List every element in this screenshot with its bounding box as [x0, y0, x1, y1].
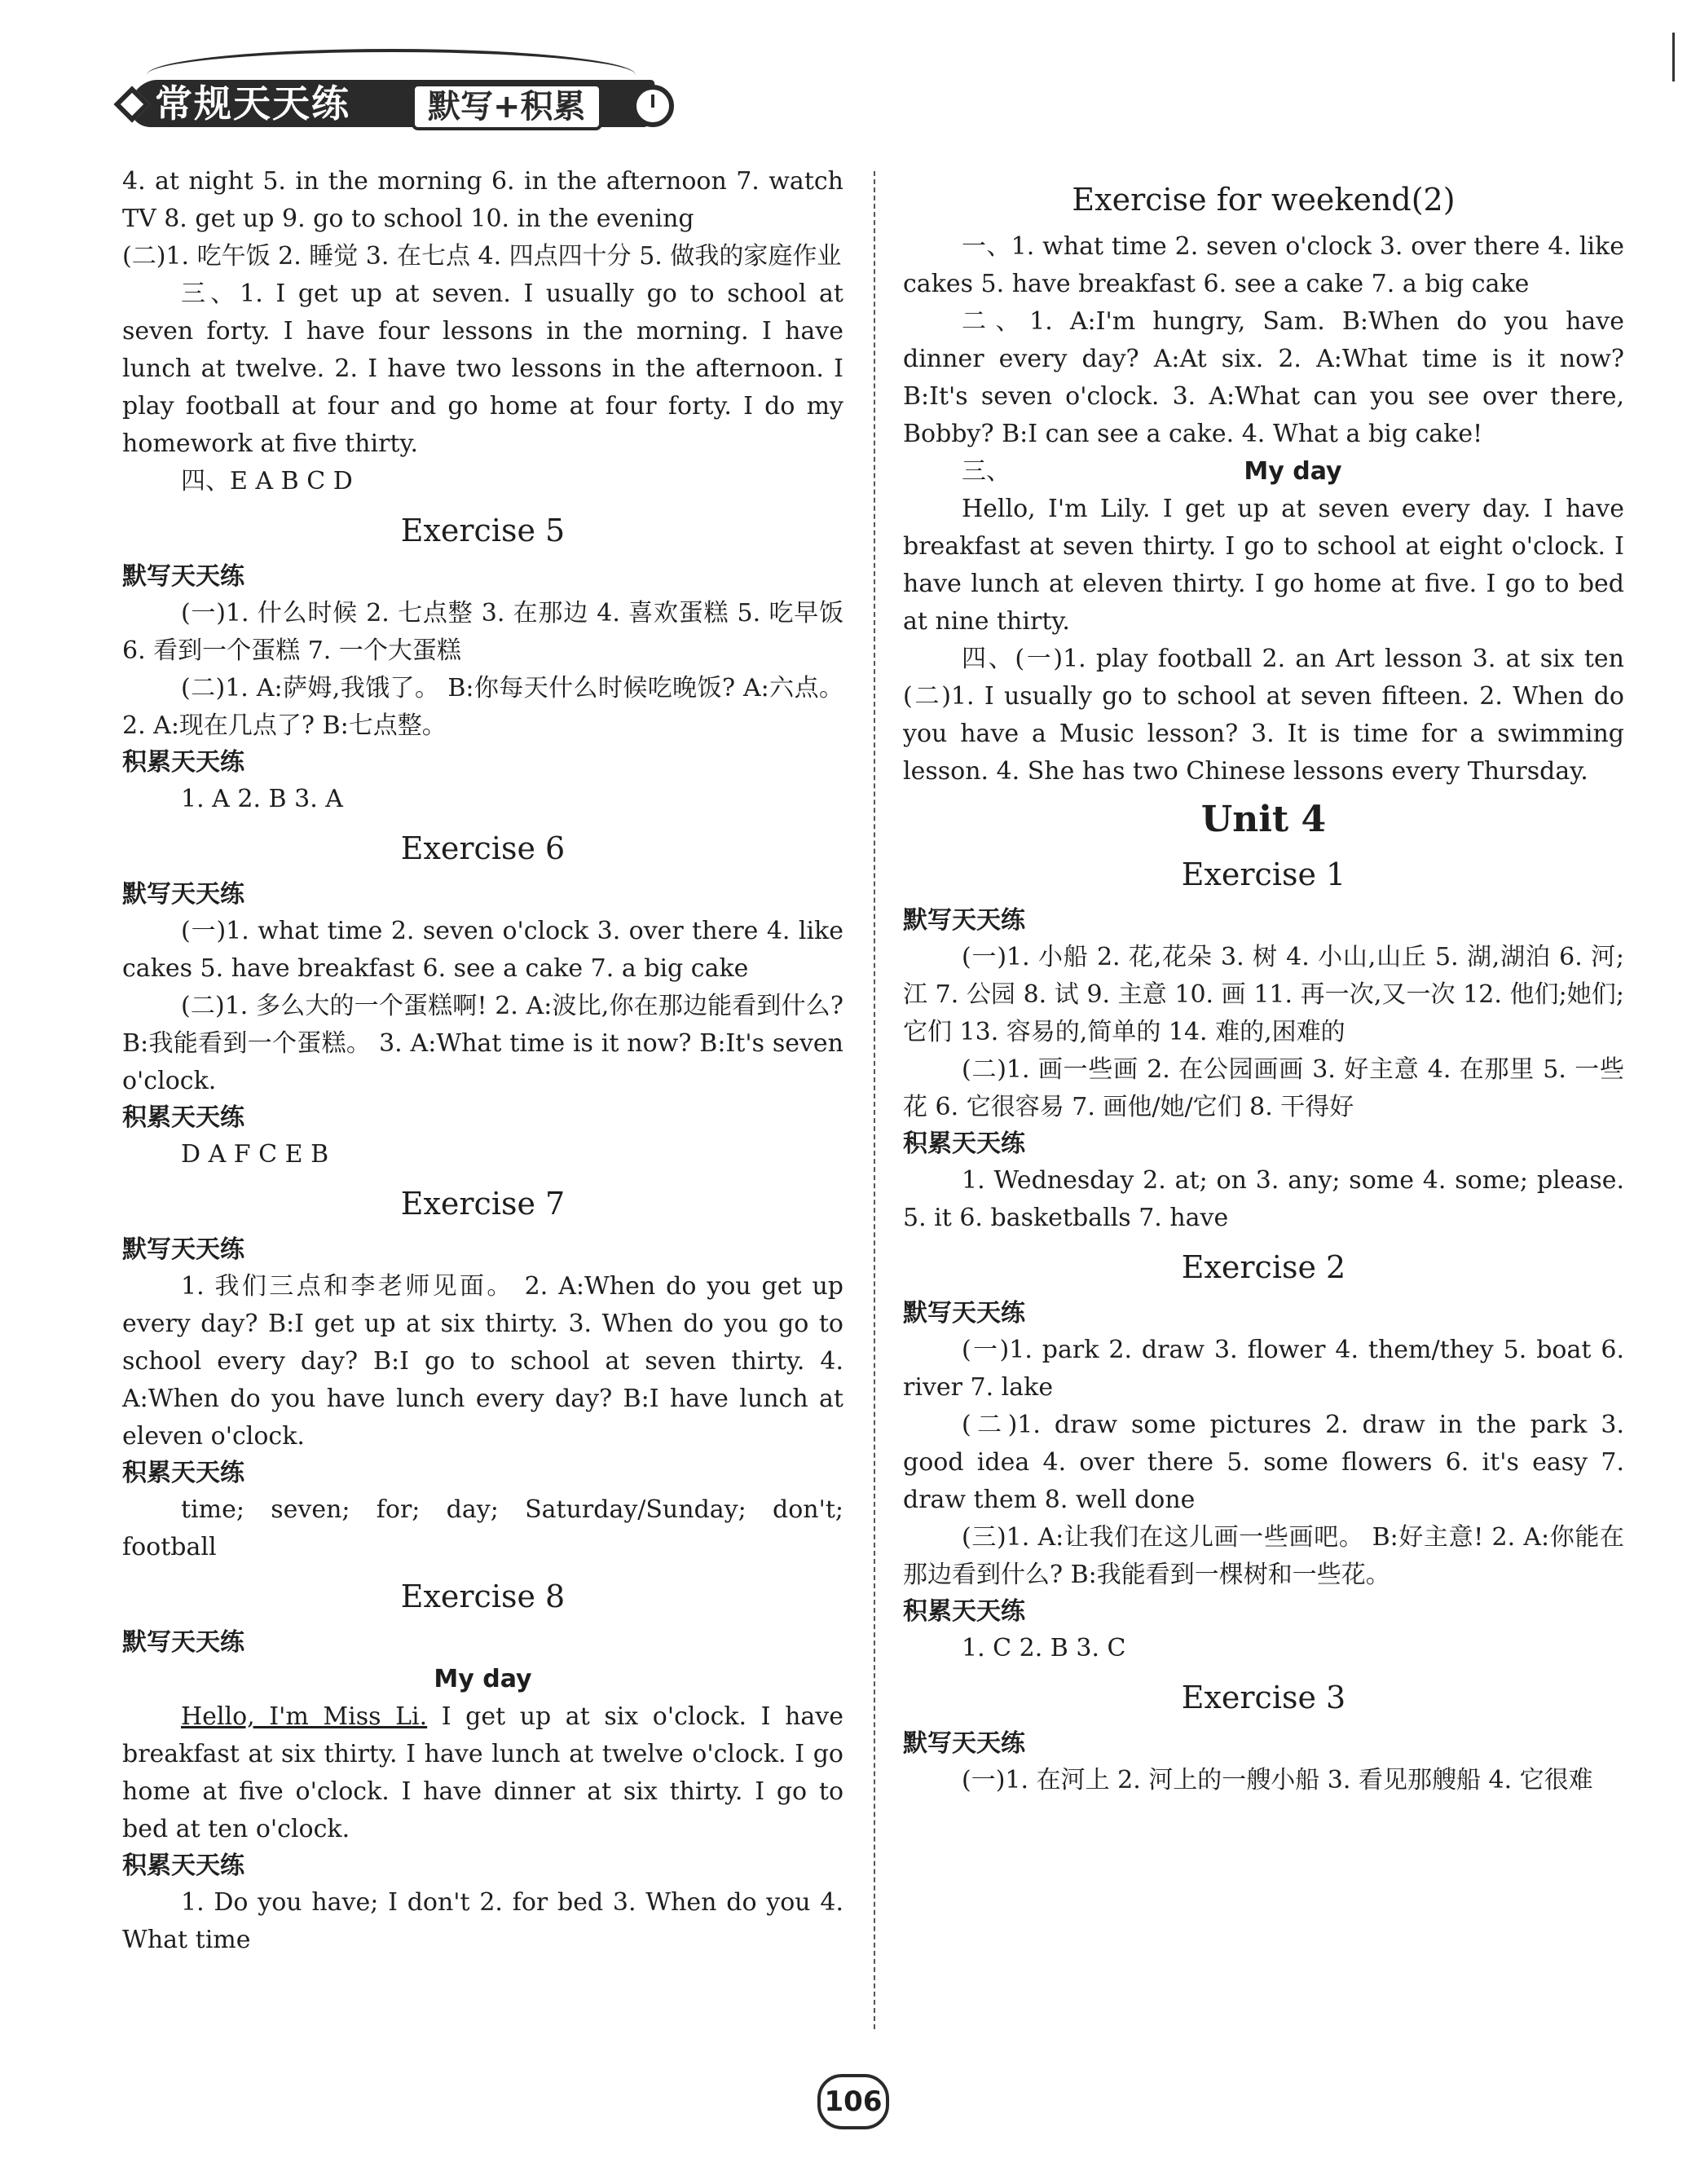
answer-line: (二)1. draw some pictures 2. draw in the park 3. good idea 4. over there 5. some flowers 6. it's easy 7. draw them 8. well done [903, 1411, 1624, 1514]
header-subtitle: 默写+积累 [412, 83, 602, 130]
answer-line: 一、1. what time 2. seven o'clock 3. over there 4. like cakes 5. have breakfast 6. see a cake 7. a big cake [903, 232, 1624, 298]
exercise-heading: Exercise 7 [400, 1186, 566, 1222]
page-number: 106 [817, 2074, 889, 2129]
essay-title: My day [1244, 457, 1342, 486]
section-heading: 积累天天练 [903, 1129, 1025, 1158]
answer-line: (二)1. A:萨姆,我饿了。 B:你每天什么时候吃晚饭? A:六点。 2. A:现在几点了? B:七点整。 [122, 674, 843, 740]
answer-line: 四、E A B C D [181, 467, 353, 495]
underlined-text: Hello, I'm Miss Li. [181, 1702, 428, 1731]
answer-line: (一)1. park 2. draw 3. flower 4. them/they 5. boat 6. river 7. lake [903, 1336, 1624, 1402]
section-heading: 积累天天练 [122, 748, 244, 777]
answer-line: 1. Wednesday 2. at; on 3. any; some 4. some; please. 5. it 6. basketballs 7. have [903, 1166, 1624, 1232]
unit-heading: Unit 4 [1200, 799, 1327, 840]
answer-line: Hello, I'm Lily. I get up at seven every day. I have breakfast at seven thirty. I go to school at eight o'clock. I have lunch at eleven thirty. I go home at five. I go to bed at nine thirty. [903, 495, 1624, 636]
section-heading: 默写天天练 [903, 1299, 1025, 1328]
answer-line: (一)1. 什么时候 2. 七点整 3. 在那边 4. 喜欢蛋糕 5. 吃早饭 6. 看到一个蛋糕 7. 一个大蛋糕 [122, 599, 843, 665]
answer-line: 1. Do you have; I don't 2. for bed 3. When do you 4. What time [122, 1888, 843, 1954]
exercise-heading: Exercise 8 [400, 1579, 566, 1614]
section-heading: 默写天天练 [122, 1235, 244, 1264]
page-edge-mark [1672, 33, 1675, 81]
section-heading: 积累天天练 [122, 1852, 244, 1880]
section-heading: 默写天天练 [122, 1628, 244, 1657]
right-column [903, 163, 1624, 1799]
answer-line: 1. 我们三点和李老师见面。 2. A:When do you get up every day? B:I get up at six thirty. 3. When do you go to school every day? B:I go to school at seven thirty. 4. A:When do you have lunch every day? B:I have lunch at eleven o'clock. [122, 1272, 843, 1451]
section-heading: 积累天天练 [122, 1459, 244, 1487]
section-heading: 默写天天练 [122, 562, 244, 591]
section-heading: 默写天天练 [903, 1729, 1025, 1758]
section-heading: 默写天天练 [122, 880, 244, 909]
section-heading: 积累天天练 [122, 1103, 244, 1132]
answer-line: (二)1. 吃午饭 2. 睡觉 3. 在七点 4. 四点四十分 5. 做我的家庭作业 [122, 242, 842, 271]
exercise-heading: Exercise 1 [1181, 856, 1346, 892]
answer-line: (二)1. 画一些画 2. 在公园画画 3. 好主意 4. 在那里 5. 一些花 6. 它很容易 7. 画他/她/它们 8. 干得好 [903, 1055, 1624, 1121]
answer-line: (一)1. what time 2. seven o'clock 3. over there 4. like cakes 5. have breakfast 6. see a cake 7. a big cake [122, 917, 843, 983]
answer-line: 4. at night 5. in the morning 6. in the afternoon 7. watch TV 8. get up 9. go to school 10. in the evening [122, 167, 843, 233]
answer-line: D A F C E B [181, 1140, 329, 1169]
section-heading: 默写天天练 [903, 906, 1025, 935]
essay-title-row [903, 453, 1624, 491]
answer-line: (一)1. 在河上 2. 河上的一艘小船 3. 看见那艘船 4. 它很难 [962, 1766, 1593, 1794]
answer-line: 四、(一)1. play football 2. an Art lesson 3. at six ten (二)1. I usually go to school at seven fifteen. 2. When do you have a Music lesson? 3. It is time for a swimming lesson. 4. She has two Chinese lessons every Thursday. [903, 645, 1624, 786]
exercise-heading: Exercise 5 [400, 513, 566, 548]
column-divider [874, 171, 875, 2029]
answer-line: 三、1. I get up at seven. I usually go to school at seven forty. I have four lessons in the morning. I have lunch at twelve. 2. I have two lessons in the afternoon. I play football at four and go home at four forty. I do my homework at five thirty. [122, 280, 843, 458]
essay-label: 三、 [962, 457, 1011, 486]
exercise-heading: Exercise 3 [1181, 1680, 1346, 1715]
answer-line: (二)1. 多么大的一个蛋糕啊! 2. A:波比,你在那边能看到什么? B:我能看到一个蛋糕。 3. A:What time is it now? B:It's seven o'clock. [122, 992, 843, 1095]
answer-line: (三)1. A:让我们在这儿画一些画吧。 B:好主意! 2. A:你能在那边看到什么? B:我能看到一棵树和一些花。 [903, 1523, 1624, 1589]
header-title: 常规天天练 [155, 81, 350, 125]
exercise-heading: Exercise 2 [1181, 1249, 1346, 1285]
exercise-heading: Exercise 6 [400, 830, 566, 866]
clock-icon [632, 85, 674, 127]
section-heading: 积累天天练 [903, 1597, 1025, 1626]
exercise-heading: Exercise for weekend(2) [1072, 182, 1456, 218]
answer-line: 1. C 2. B 3. C [962, 1634, 1126, 1662]
essay-title: My day [434, 1665, 532, 1693]
answer-line: 二、1. A:I'm hungry, Sam. B:When do you have dinner every day? A:At six. 2. A:What time is it now? B:It's seven o'clock. 3. A:What can you see over there, Bobby? B:I can see a cake. 4. What a big cake! [903, 307, 1624, 448]
answer-line: (一)1. 小船 2. 花,花朵 3. 树 4. 小山,山丘 5. 湖,湖泊 6. 河;江 7. 公园 8. 试 9. 主意 10. 画 11. 再一次,又一次 12. 他们;她们;它们 13. 容易的,简单的 14. 难的,困难的 [903, 943, 1624, 1046]
left-column [122, 163, 843, 1959]
answer-line: time; seven; for; day; Saturday/Sunday; don't; football [122, 1495, 843, 1561]
answer-line [122, 1698, 843, 1848]
answer-line: 1. A 2. B 3. A [181, 785, 343, 813]
page-header [122, 49, 676, 139]
essay-text: I get up at six o'clock. I have breakfast at six thirty. I have lunch at twelve o'clock. I go home at five o'clock. I have dinner at six thirty. I go to bed at ten o'clock. [122, 1702, 843, 1843]
